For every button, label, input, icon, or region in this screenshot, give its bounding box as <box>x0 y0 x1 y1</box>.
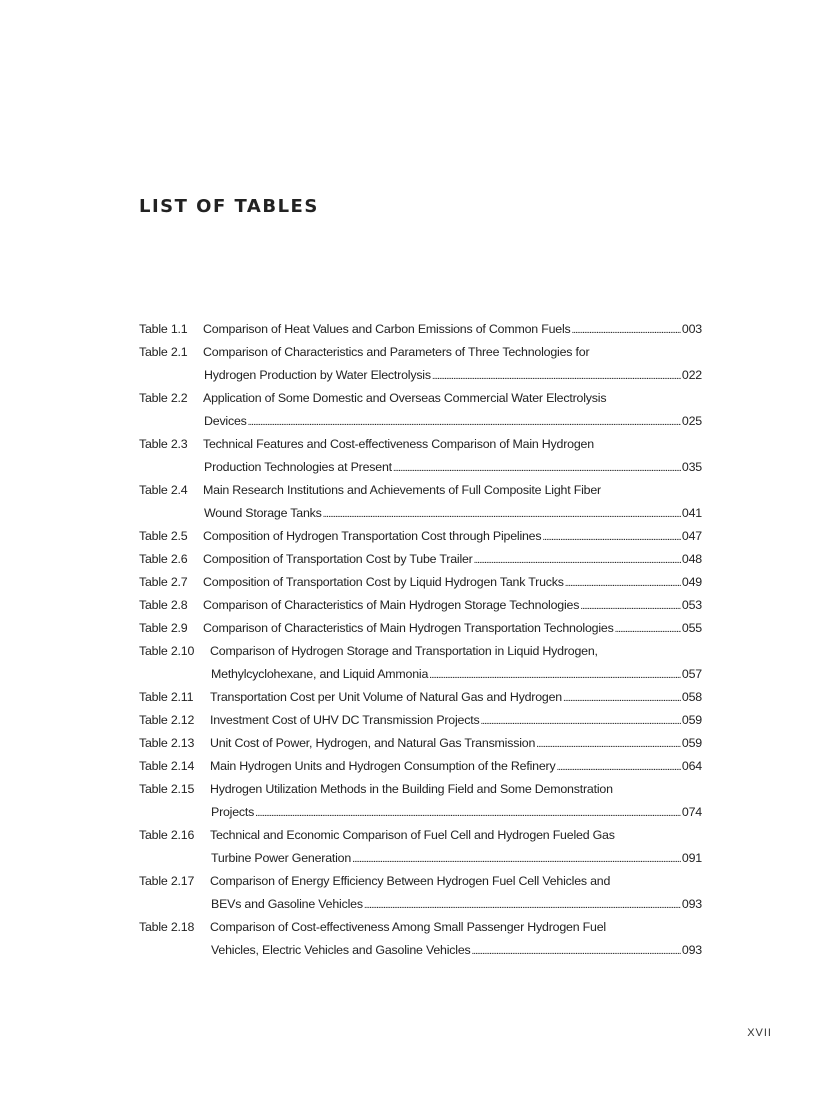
table-label <box>139 410 203 433</box>
table-title-text: Composition of Hydrogen Transportation Cost through Pipelines <box>203 529 542 543</box>
toc-entry-line <box>139 433 702 456</box>
table-label: Table 2.17 <box>139 874 195 888</box>
toc-entry[interactable] <box>139 433 702 479</box>
toc-entry-line <box>139 341 702 364</box>
dot-leader <box>572 318 681 341</box>
toc-entry-line <box>139 939 702 962</box>
dot-leader <box>474 548 681 571</box>
table-label <box>139 893 210 916</box>
table-label: Table 2.16 <box>139 828 195 842</box>
page-ref: 093 <box>681 943 702 957</box>
table-title-text: Main Hydrogen Units and Hydrogen Consumption of the Refinery <box>210 759 556 773</box>
toc-entry-line <box>139 525 702 548</box>
toc-entry-line <box>139 778 702 801</box>
toc-entry-line <box>139 847 702 870</box>
toc-entry-line <box>139 870 702 893</box>
table-title-text: Vehicles, Electric Vehicles and Gasoline Vehicles <box>211 943 471 957</box>
page-ref: 047 <box>681 529 702 543</box>
toc-entry-line <box>139 410 702 433</box>
toc-entry-line <box>139 663 702 686</box>
toc-entry[interactable] <box>139 755 702 778</box>
page-ref: 022 <box>681 368 702 382</box>
table-label: Table 2.5 <box>139 529 188 543</box>
table-title-text: Wound Storage Tanks <box>204 506 322 520</box>
table-label: Table 1.1 <box>139 322 188 336</box>
table-label: Table 2.12 <box>139 713 195 727</box>
toc-entry-line <box>139 709 702 732</box>
table-label: Table 2.4 <box>139 483 188 497</box>
toc-entry[interactable] <box>139 870 702 916</box>
toc-entry-line <box>139 364 702 387</box>
table-label: Table 2.18 <box>139 920 195 934</box>
toc-entry-line <box>139 617 702 640</box>
table-label <box>139 502 203 525</box>
toc-entry-line <box>139 479 702 502</box>
toc-entry[interactable] <box>139 686 702 709</box>
table-title-text: Production Technologies at Present <box>204 460 392 474</box>
table-title-text: Application of Some Domestic and Overseas Commercial Water Electrolysis <box>203 391 607 405</box>
table-title-text: Comparison of Cost-effectiveness Among Small Passenger Hydrogen Fuel <box>210 920 606 934</box>
toc-entry[interactable] <box>139 525 702 548</box>
table-title-text: Comparison of Characteristics and Parameters of Three Technologies for <box>203 345 590 359</box>
toc-entry-line <box>139 548 702 571</box>
table-title-text: Comparison of Characteristics of Main Hydrogen Storage Technologies <box>203 598 580 612</box>
dot-leader <box>580 594 681 617</box>
table-label <box>139 663 210 686</box>
page-ref: 003 <box>681 322 702 336</box>
toc-entry[interactable] <box>139 824 702 870</box>
table-title-text: Projects <box>211 805 255 819</box>
toc-entry-line <box>139 594 702 617</box>
toc-entry-line <box>139 893 702 916</box>
table-title-text: Composition of Transportation Cost by Liquid Hydrogen Tank Trucks <box>203 575 564 589</box>
dot-leader <box>352 847 681 870</box>
dot-leader <box>480 709 680 732</box>
table-label: Table 2.13 <box>139 736 195 750</box>
page-ref: 025 <box>681 414 702 428</box>
page-ref: 058 <box>681 690 702 704</box>
toc-entry-line <box>139 916 702 939</box>
dot-leader <box>565 571 681 594</box>
table-title-text: Hydrogen Utilization Methods in the Building Field and Some Demonstration <box>210 782 613 796</box>
toc-entry[interactable] <box>139 778 702 824</box>
table-label <box>139 364 203 387</box>
dot-leader <box>432 364 681 387</box>
page-ref: 059 <box>681 713 702 727</box>
toc-entry-line <box>139 732 702 755</box>
table-label: Table 2.6 <box>139 552 188 566</box>
toc-entry[interactable] <box>139 916 702 962</box>
dot-leader <box>472 939 681 962</box>
toc-entry[interactable] <box>139 732 702 755</box>
dot-leader <box>536 732 681 755</box>
table-title-text: BEVs and Gasoline Vehicles <box>211 897 363 911</box>
table-label: Table 2.10 <box>139 644 195 658</box>
table-title-text: Methylcyclohexane, and Liquid Ammonia <box>211 667 429 681</box>
table-label: Table 2.14 <box>139 759 195 773</box>
table-title-text: Composition of Transportation Cost by Tube Trailer <box>203 552 473 566</box>
table-label: Table 2.7 <box>139 575 188 589</box>
table-title-text: Transportation Cost per Unit Volume of Natural Gas and Hydrogen <box>210 690 562 704</box>
toc-entry[interactable] <box>139 318 702 341</box>
table-title-text: Main Research Institutions and Achievements of Full Composite Light Fiber <box>203 483 601 497</box>
table-title-text: Comparison of Characteristics of Main Hydrogen Transportation Technologies <box>203 621 614 635</box>
dot-leader <box>364 893 681 916</box>
toc-entry[interactable] <box>139 594 702 617</box>
table-title-text: Comparison of Heat Values and Carbon Emissions of Common Fuels <box>203 322 571 336</box>
table-label: Table 2.15 <box>139 782 195 796</box>
table-title-text: Investment Cost of UHV DC Transmission Projects <box>210 713 480 727</box>
table-label: Table 2.8 <box>139 598 188 612</box>
dot-leader <box>393 456 681 479</box>
page-ref: 059 <box>681 736 702 750</box>
dot-leader <box>429 663 681 686</box>
toc-entry-line <box>139 387 702 410</box>
toc-entry[interactable] <box>139 640 702 686</box>
table-label: Table 2.3 <box>139 437 188 451</box>
dot-leader <box>563 686 681 709</box>
table-label <box>139 456 203 479</box>
toc-entry[interactable] <box>139 479 702 525</box>
toc-entry-line <box>139 801 702 824</box>
toc-entry[interactable] <box>139 571 702 594</box>
page-ref: 048 <box>681 552 702 566</box>
page-ref: 057 <box>681 667 702 681</box>
toc-entry-line <box>139 755 702 778</box>
table-title-text: Hydrogen Production by Water Electrolysis <box>204 368 431 382</box>
page-number: XVII <box>747 1027 772 1039</box>
dot-leader <box>556 755 680 778</box>
toc-entry[interactable] <box>139 617 702 640</box>
dot-leader <box>255 801 681 824</box>
dot-leader <box>542 525 681 548</box>
table-label <box>139 847 210 870</box>
table-label: Table 2.9 <box>139 621 188 635</box>
table-label <box>139 939 210 962</box>
table-title-text: Technical and Economic Comparison of Fuel Cell and Hydrogen Fueled Gas <box>210 828 615 842</box>
page-ref: 035 <box>681 460 702 474</box>
toc-entry-line <box>139 571 702 594</box>
toc-entry[interactable] <box>139 709 702 732</box>
dot-leader <box>248 410 681 433</box>
toc-entry-line <box>139 640 702 663</box>
toc-entry-line <box>139 824 702 847</box>
table-label: Table 2.11 <box>139 690 194 704</box>
page-ref: 091 <box>681 851 702 865</box>
dot-leader <box>615 617 681 640</box>
table-title-text: Comparison of Hydrogen Storage and Transportation in Liquid Hydrogen, <box>210 644 598 658</box>
toc-entry-line <box>139 686 702 709</box>
table-label: Table 2.1 <box>139 345 188 359</box>
table-title-text: Unit Cost of Power, Hydrogen, and Natural Gas Transmission <box>210 736 536 750</box>
toc-entry-line <box>139 318 702 341</box>
page-ref: 093 <box>681 897 702 911</box>
toc-entry[interactable] <box>139 387 702 433</box>
table-title-text: Comparison of Energy Efficiency Between Hydrogen Fuel Cell Vehicles and <box>210 874 611 888</box>
table-title-text: Turbine Power Generation <box>211 851 352 865</box>
page-ref: 041 <box>681 506 702 520</box>
page-ref: 053 <box>681 598 702 612</box>
toc-entry[interactable] <box>139 548 702 571</box>
table-title-text: Technical Features and Cost-effectiveness Comparison of Main Hydrogen <box>203 437 594 451</box>
toc-entry[interactable] <box>139 341 702 387</box>
page-ref: 064 <box>681 759 702 773</box>
page-ref: 074 <box>681 805 702 819</box>
page-title: LIST OF TABLES <box>139 196 319 217</box>
table-label: Table 2.2 <box>139 391 188 405</box>
table-label <box>139 801 210 824</box>
page-ref: 055 <box>681 621 702 635</box>
page-ref: 049 <box>681 575 702 589</box>
dot-leader <box>323 502 681 525</box>
table-title-text: Devices <box>204 414 247 428</box>
toc-entry-line <box>139 456 702 479</box>
table-of-contents <box>139 318 702 962</box>
toc-entry-line <box>139 502 702 525</box>
